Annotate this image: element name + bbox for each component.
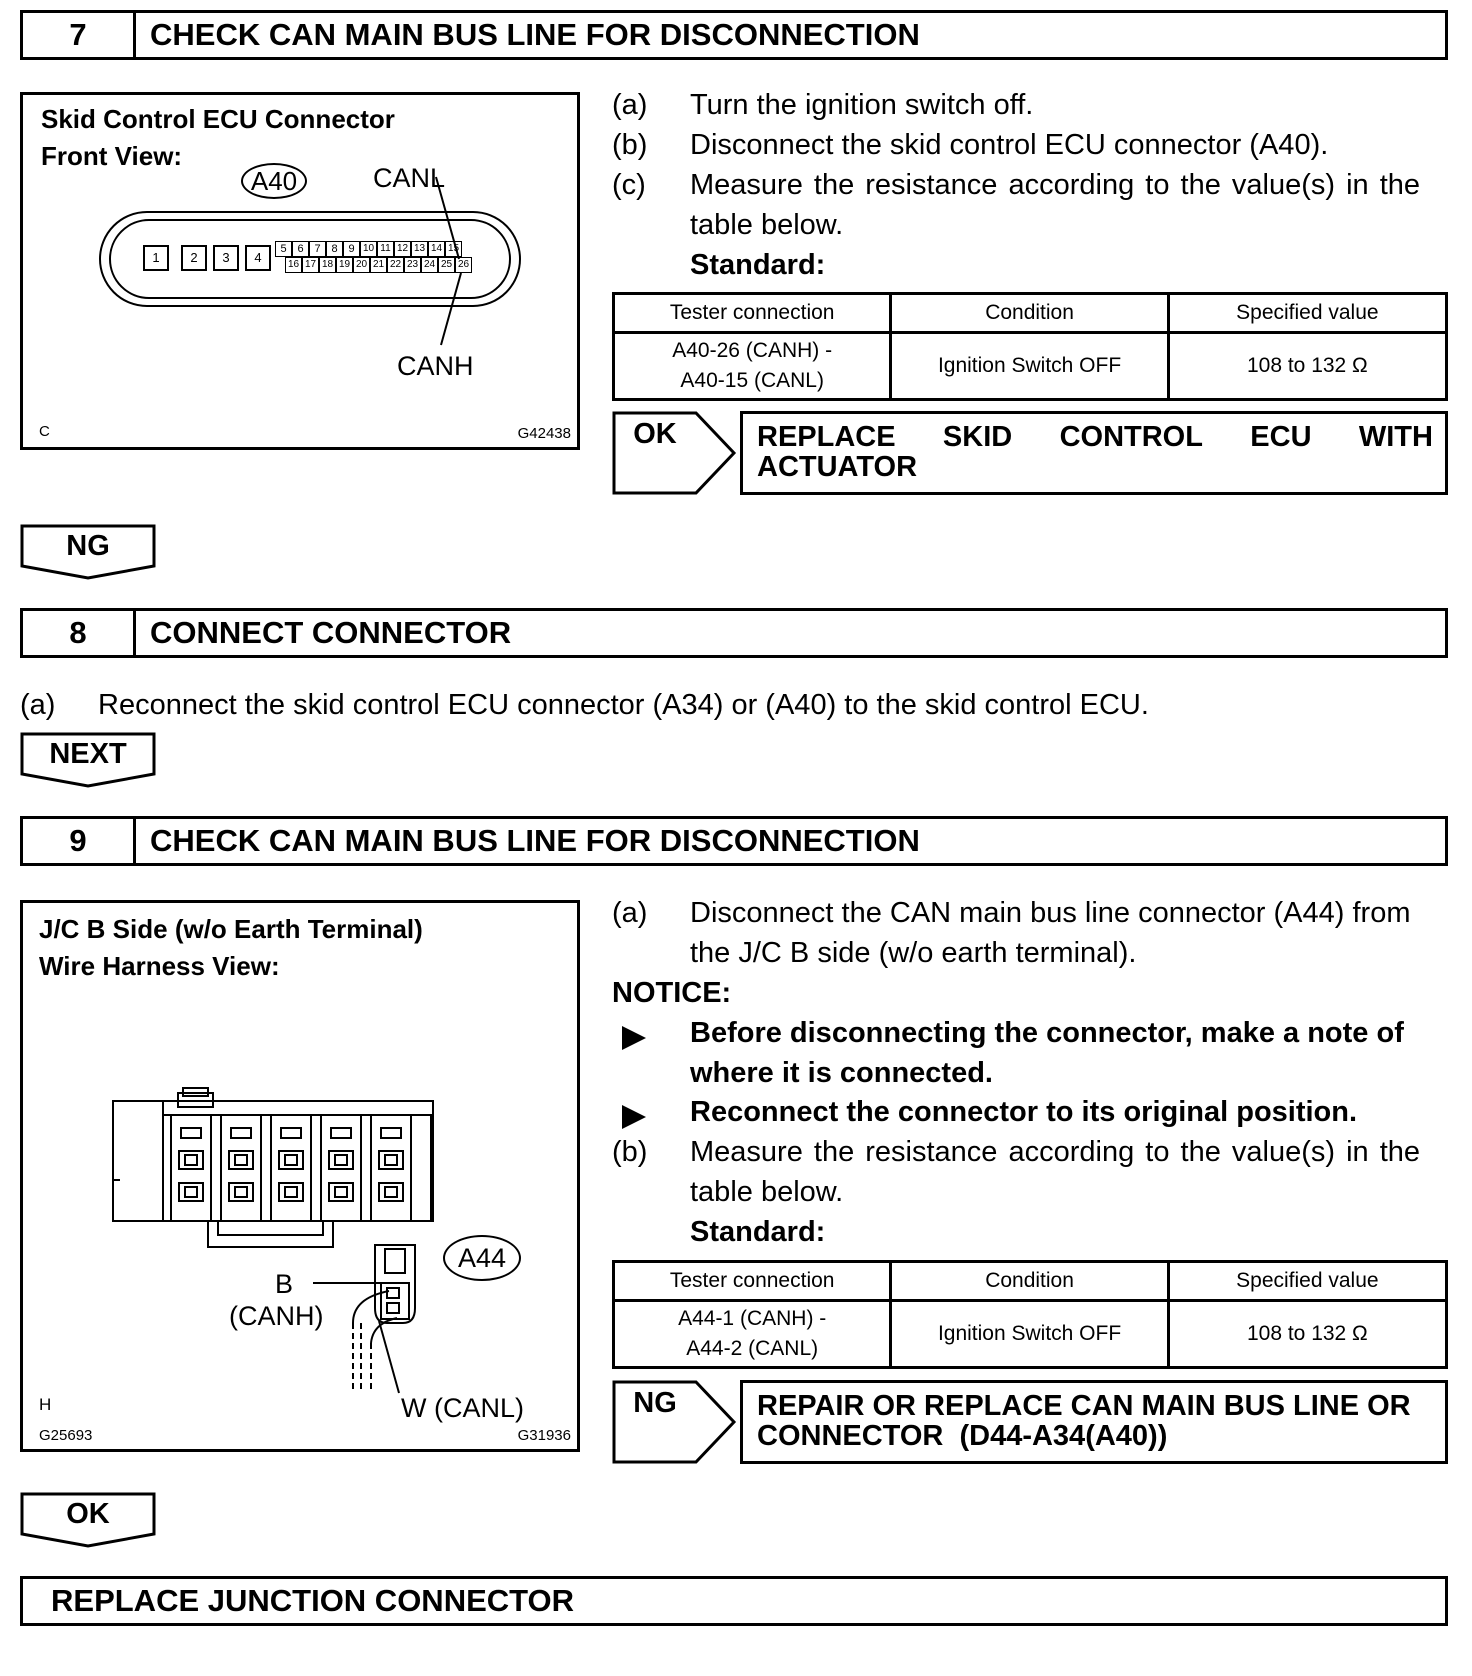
marker-label: NEXT xyxy=(49,738,127,770)
result-word: CONTROL xyxy=(1059,421,1203,453)
instruction-a xyxy=(612,85,1448,125)
instruction-text: Measure the resistance according to the value(s) in the xyxy=(690,1136,1421,1168)
pin: 16 xyxy=(285,257,302,273)
canh-label: CANH xyxy=(397,351,474,381)
pin: 13 xyxy=(411,241,428,257)
instruction-letter: (a) xyxy=(20,689,56,721)
instruction-letter: (b) xyxy=(612,129,648,161)
diagram-subtitle: Wire Harness View: xyxy=(39,951,280,981)
notice-text: Before disconnecting the connector, make a note of xyxy=(690,1017,1404,1049)
ok-next-marker xyxy=(20,1492,156,1548)
pin-row-bottom xyxy=(285,257,472,273)
condition-cell: Ignition Switch OFF xyxy=(891,1301,1168,1368)
next-marker xyxy=(20,732,156,788)
table-header: Specified value xyxy=(1168,1262,1446,1301)
notice-item xyxy=(690,1013,1448,1093)
pin: 12 xyxy=(394,241,411,257)
cell-line: A44-2 (CANL) xyxy=(686,1337,819,1360)
diagram-corner-left: C xyxy=(39,423,50,440)
junction-connector-diagram xyxy=(20,900,580,1452)
table-header: Tester connection xyxy=(614,1262,891,1301)
result-box xyxy=(740,411,1448,495)
step-title: CONNECT CONNECTOR xyxy=(150,615,512,650)
result-word: ECU xyxy=(1250,421,1312,453)
pin: 24 xyxy=(421,257,438,273)
instruction-letter: (b) xyxy=(612,1136,648,1168)
instruction-b xyxy=(612,1132,1448,1212)
notice-text-cont: where it is connected. xyxy=(690,1057,993,1089)
step-8-header xyxy=(20,608,1448,658)
instruction-a xyxy=(20,685,1448,725)
pin-row-left xyxy=(143,245,271,271)
step-title: CHECK CAN MAIN BUS LINE FOR DISCONNECTION xyxy=(150,17,920,52)
ng-next-marker xyxy=(20,524,156,580)
instruction-text-cont: the J/C B side (w/o earth terminal). xyxy=(690,937,1137,969)
pin: 15 xyxy=(445,241,462,257)
instruction-text: Disconnect the skid control ECU connector (A40). xyxy=(690,129,1329,161)
instruction-text-cont: table below. xyxy=(690,209,844,241)
final-title: REPLACE JUNCTION CONNECTOR xyxy=(51,1583,575,1618)
result-word: WITH xyxy=(1358,421,1433,453)
pin: 18 xyxy=(319,257,336,273)
diagram-corner-h: H xyxy=(39,1395,52,1414)
pin: 9 xyxy=(343,241,360,257)
marker-label: OK xyxy=(66,1498,110,1530)
cell-line: A40-26 (CANH) - xyxy=(672,339,833,362)
instruction-text: Turn the ignition switch off. xyxy=(690,89,1034,121)
ecu-connector-diagram xyxy=(20,92,580,450)
result-box xyxy=(740,1380,1448,1464)
instruction-a xyxy=(612,893,1448,973)
result-line-1 xyxy=(757,422,1433,452)
instruction-c xyxy=(612,165,1448,245)
notice-label: NOTICE: xyxy=(612,977,732,1009)
result-line-2: ACTUATOR xyxy=(757,451,918,483)
pin: 8 xyxy=(326,241,343,257)
pin: 6 xyxy=(292,241,309,257)
final-action-box xyxy=(20,1576,1448,1626)
pin: 25 xyxy=(438,257,455,273)
instruction-text: Disconnect the CAN main bus line connector (A44) from xyxy=(690,897,1411,929)
junction-block-drawing xyxy=(23,903,577,1449)
instruction-letter: (c) xyxy=(612,169,646,201)
result-tag: OK xyxy=(633,418,677,450)
instruction-letter: (a) xyxy=(612,89,648,121)
pin: 4 xyxy=(245,245,271,271)
bullet-arrow-icon xyxy=(622,1105,646,1129)
result-word: SKID xyxy=(942,421,1013,453)
result-tag: NG xyxy=(633,1387,677,1419)
table-header: Condition xyxy=(891,1262,1168,1301)
value-cell: 108 to 132 Ω xyxy=(1168,1301,1446,1368)
result-line-1: REPAIR OR REPLACE CAN MAIN BUS LINE OR xyxy=(757,1390,1411,1422)
pin: 14 xyxy=(428,241,445,257)
pin: 10 xyxy=(360,241,377,257)
pin: 23 xyxy=(404,257,421,273)
result-word: REPLACE xyxy=(757,421,896,453)
notice-item xyxy=(690,1092,1448,1132)
condition-cell: Ignition Switch OFF xyxy=(891,333,1168,400)
canh-label: (CANH) xyxy=(229,1301,324,1331)
table-header: Specified value xyxy=(1168,294,1446,333)
step-title: CHECK CAN MAIN BUS LINE FOR DISCONNECTION xyxy=(150,823,920,858)
pin: 7 xyxy=(309,241,326,257)
pin: 20 xyxy=(353,257,370,273)
standard-label: Standard: xyxy=(690,1216,826,1248)
w-canl-label: W (CANL) xyxy=(401,1393,524,1423)
diagram-subtitle: Front View: xyxy=(41,141,183,171)
pin: 22 xyxy=(387,257,404,273)
instruction-b xyxy=(612,125,1448,165)
step-7-header xyxy=(20,10,1448,60)
connector-id-badge: A44 xyxy=(443,1235,521,1281)
pin: 19 xyxy=(336,257,353,273)
diagram-figure-id: G42438 xyxy=(517,425,571,442)
diagram-title: J/C B Side (w/o Earth Terminal) xyxy=(39,914,423,944)
notice-text: Reconnect the connector to its original position. xyxy=(690,1096,1358,1128)
spec-table xyxy=(612,1260,1448,1369)
tester-connection-cell xyxy=(614,333,891,400)
pin: 2 xyxy=(181,245,207,271)
pin-row-top xyxy=(275,241,462,257)
step-9-header xyxy=(20,816,1448,866)
pin: 5 xyxy=(275,241,292,257)
spec-table xyxy=(612,292,1448,401)
diagram-title: Skid Control ECU Connector xyxy=(41,104,395,134)
instruction-text: Reconnect the skid control ECU connector (A34) or (A40) to the skid control ECU. xyxy=(98,689,1149,721)
table-row xyxy=(614,1301,1447,1368)
canl-label: CANL xyxy=(373,163,446,193)
diagram-figure-id-right: G31936 xyxy=(517,1427,571,1444)
connector-id-badge: A40 xyxy=(241,163,307,199)
table-header: Condition xyxy=(891,294,1168,333)
pin: 21 xyxy=(370,257,387,273)
pin: 1 xyxy=(143,245,169,271)
value-cell: 108 to 132 Ω xyxy=(1168,333,1446,400)
result-line-2: CONNECTOR (D44-A34(A40)) xyxy=(757,1420,1168,1452)
cell-line: A44-1 (CANH) - xyxy=(678,1307,827,1330)
b-label: B xyxy=(275,1269,294,1299)
step-number: 8 xyxy=(23,611,136,655)
pin: 26 xyxy=(455,257,472,273)
step-number: 7 xyxy=(23,13,136,57)
pin: 17 xyxy=(302,257,319,273)
step-number: 9 xyxy=(23,819,136,863)
instruction-text-cont: table below. xyxy=(690,1176,844,1208)
pin: 11 xyxy=(377,241,394,257)
bullet-arrow-icon xyxy=(622,1026,646,1050)
cell-line: A40-15 (CANL) xyxy=(680,369,824,392)
marker-label: NG xyxy=(66,530,110,562)
instruction-text: Measure the resistance according to the value(s) in the xyxy=(690,169,1421,201)
tester-connection-cell xyxy=(614,1301,891,1368)
table-row xyxy=(614,333,1447,400)
standard-label: Standard: xyxy=(690,249,826,281)
diagram-figure-id-left: G25693 xyxy=(39,1427,93,1444)
table-header: Tester connection xyxy=(614,294,891,333)
instruction-letter: (a) xyxy=(612,897,648,929)
pin: 3 xyxy=(213,245,239,271)
